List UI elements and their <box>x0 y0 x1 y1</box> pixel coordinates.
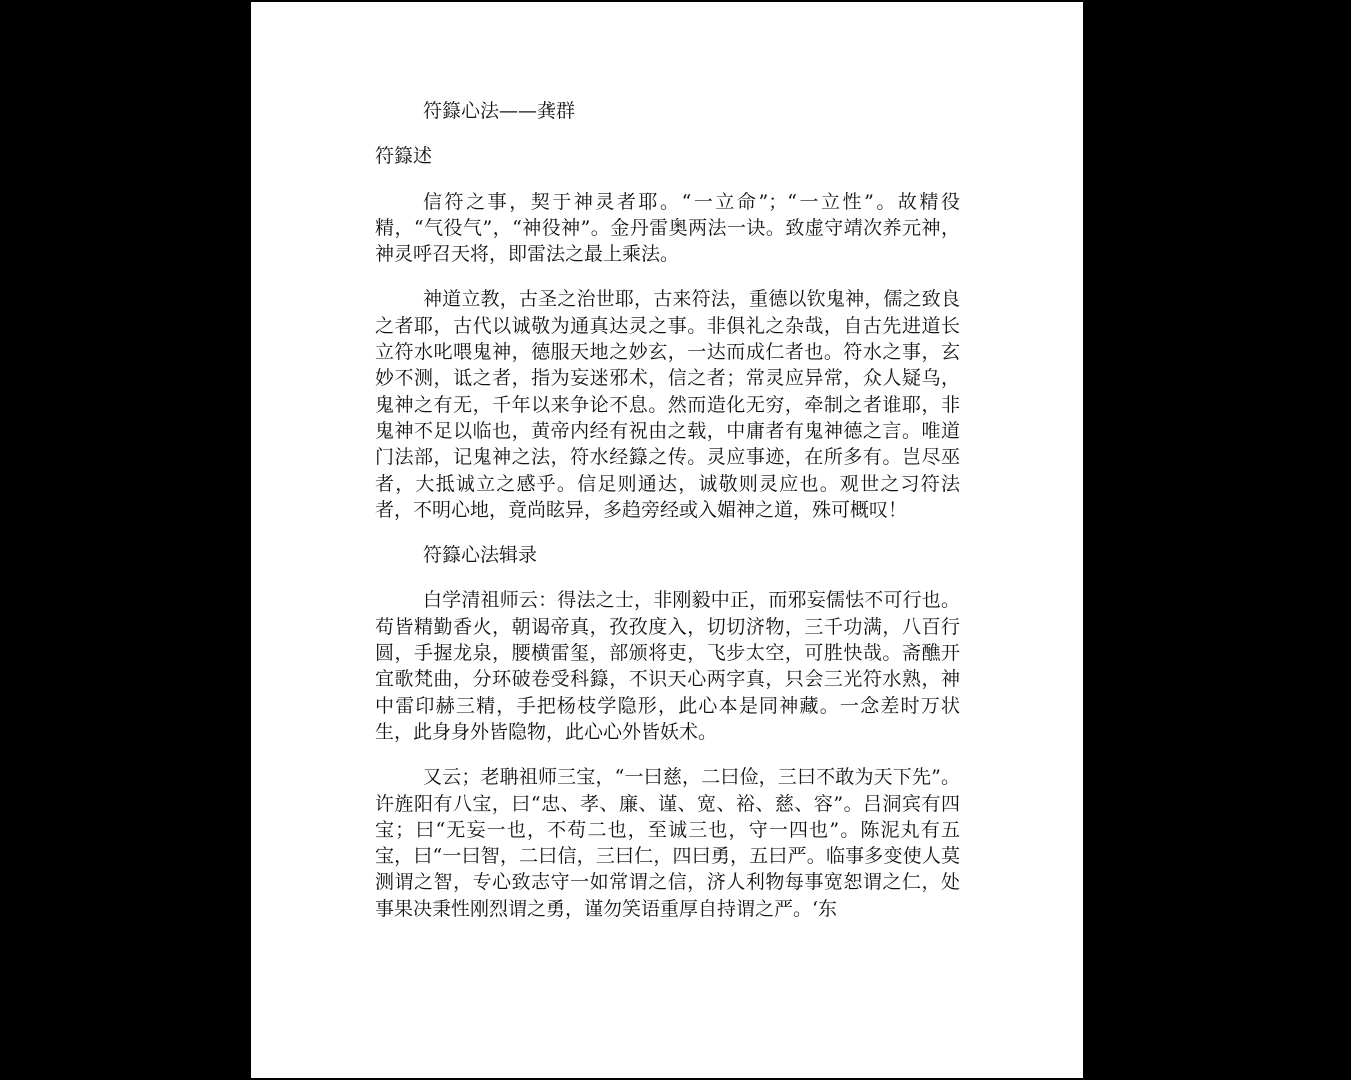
paragraph: 信符之事，契于神灵者耶。“一立命”；“一立性”。故精役精，“气役气”，“神役神”。金丹雷奥两法一诀。致虚守靖次养元神，神灵呼召天将，即雷法之最上乘法。 <box>375 190 960 266</box>
paragraph: 神道立教，古圣之治世耶，古来符法，重德以钦鬼神，儒之致良之者耶，古代以诚敬为通真达灵之事。非俱礼之杂哉，自古先进道长立符水叱喂鬼神，德服天地之妙玄，一达而成仁者也。符水之事，玄妙不测，诋之者，指为妄迷邪术，信之者；常灵应异常，众人疑乌，鬼神之有无，千年以来争论不息。然而造化无穷，牵制之者谁耶，非鬼神不足以临也，黄帝内经有祝由之载，中庸者有鬼神德之言。唯道门法部，记鬼神之法，符水经籙之传。灵应事迹，在所多有。岂尽巫者，大抵诚立之感乎。信足则通达，诚敬则灵应也。观世之习符法者，不明心地，竟尚眩异，多趋旁经或入媚神之道，殊可概叹！ <box>375 288 960 521</box>
paragraph: 白学清祖师云：得法之士，非刚毅中正，而邪妄儒怯不可行也。苟皆精勤香火，朝谒帝真，孜孜度入，切切济物，三千功满，八百行圆，手握龙泉，腰横雷玺，部颁将吏，飞步太空，可胜快哉。斋醮开宜歌梵曲，分环破卷受科籙，不识天心两字真，只会三光符水熟，神中雷印赫三精，手把杨枝学隐形，此心本是同神藏。一念差时万状生，此身身外皆隐物，此心心外皆妖术。 <box>375 589 960 743</box>
page-content <box>375 98 960 941</box>
section-heading-fulu-shu: 符籙述 <box>375 145 433 168</box>
document-title: 符籙心法——龚群 <box>423 100 576 122</box>
section-heading-fulu-xinfa-jilu: 符籙心法辑录 <box>423 544 538 567</box>
document-page <box>251 2 1083 1078</box>
paragraph: 又云；老聃祖师三宝，“一曰慈，二曰俭，三曰不敢为天下先”。许旌阳有八宝，曰“忠、孝、廉、谨、宽、裕、慈、容”。吕洞宾有四宝；曰“无妄一也，不苟二也，至诚三也，守一四也”。陈泥丸有五宝，曰“一曰智，二曰信，三曰仁，四曰勇，五曰严。临事多变使人莫测谓之智，专心致志守一如常谓之信，济人利物每事宽恕谓之仁，处事果决秉性刚烈谓之勇，谨勿笑语重厚自持谓之严。‘东 <box>375 766 960 920</box>
